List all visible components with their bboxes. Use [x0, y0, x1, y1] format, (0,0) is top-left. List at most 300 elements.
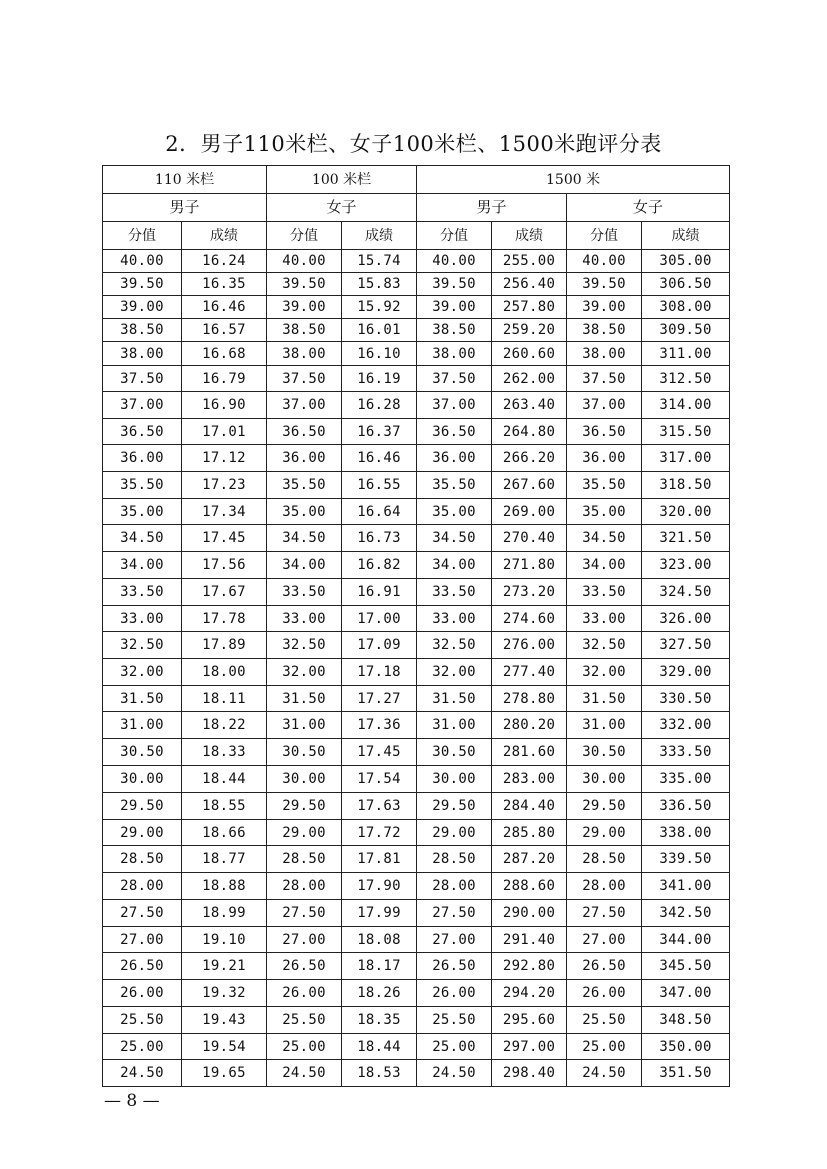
- table-row: [103, 846, 730, 873]
- result-cell: 267.60: [492, 472, 567, 499]
- table-row: [103, 1007, 730, 1034]
- result-cell: 17.63: [342, 793, 417, 820]
- page-title: 2．男子110米栏、女子100米栏、1500米跑评分表: [165, 132, 662, 156]
- score-cell: 35.00: [103, 499, 182, 525]
- result-header: 成绩: [182, 222, 267, 250]
- score-header: 分值: [567, 222, 642, 250]
- result-cell: 291.40: [492, 927, 567, 953]
- score-cell: 33.50: [567, 579, 642, 606]
- result-cell: 16.68: [182, 342, 267, 366]
- result-cell: 18.33: [182, 739, 267, 766]
- score-cell: 33.50: [103, 579, 182, 606]
- result-cell: 16.28: [342, 392, 417, 419]
- result-cell: 18.08: [342, 927, 417, 953]
- result-cell: 19.43: [182, 1007, 267, 1034]
- score-cell: 40.00: [267, 250, 342, 273]
- result-cell: 339.50: [642, 846, 730, 873]
- score-cell: 33.00: [417, 606, 492, 632]
- result-cell: 16.19: [342, 366, 417, 392]
- result-cell: 15.83: [342, 273, 417, 296]
- table-row: [103, 927, 730, 953]
- score-cell: 35.50: [103, 472, 182, 499]
- table-row: [103, 632, 730, 659]
- score-cell: 29.00: [567, 820, 642, 846]
- result-cell: 17.78: [182, 606, 267, 632]
- result-header: 成绩: [492, 222, 567, 250]
- score-cell: 25.50: [417, 1007, 492, 1034]
- score-cell: 28.00: [267, 873, 342, 900]
- score-cell: 39.50: [417, 273, 492, 296]
- result-cell: 309.50: [642, 319, 730, 342]
- score-cell: 35.00: [567, 499, 642, 525]
- table-row: [103, 552, 730, 579]
- score-cell: 34.00: [417, 552, 492, 579]
- score-cell: 27.00: [567, 927, 642, 953]
- table-row: [103, 712, 730, 739]
- result-cell: 256.40: [492, 273, 567, 296]
- table-row: [103, 1060, 730, 1087]
- score-cell: 26.50: [103, 953, 182, 980]
- gender-female-1500: 女子: [567, 194, 730, 222]
- score-cell: 35.50: [567, 472, 642, 499]
- score-cell: 40.00: [103, 250, 182, 273]
- score-cell: 24.50: [267, 1060, 342, 1087]
- result-cell: 284.40: [492, 793, 567, 820]
- result-cell: 16.90: [182, 392, 267, 419]
- result-cell: 17.99: [342, 900, 417, 927]
- score-cell: 29.50: [417, 793, 492, 820]
- score-cell: 29.00: [103, 820, 182, 846]
- table-row: [103, 342, 730, 366]
- result-cell: 329.00: [642, 659, 730, 686]
- result-cell: 17.56: [182, 552, 267, 579]
- score-cell: 36.00: [267, 445, 342, 472]
- result-cell: 269.00: [492, 499, 567, 525]
- result-cell: 257.80: [492, 296, 567, 319]
- score-cell: 25.50: [103, 1007, 182, 1034]
- result-cell: 18.35: [342, 1007, 417, 1034]
- score-cell: 36.00: [567, 445, 642, 472]
- result-cell: 305.00: [642, 250, 730, 273]
- score-cell: 39.00: [417, 296, 492, 319]
- score-cell: 26.00: [103, 980, 182, 1007]
- table-row: [103, 686, 730, 712]
- result-header: 成绩: [342, 222, 417, 250]
- result-cell: 17.18: [342, 659, 417, 686]
- result-cell: 341.00: [642, 873, 730, 900]
- score-cell: 39.50: [103, 273, 182, 296]
- score-cell: 28.00: [103, 873, 182, 900]
- score-cell: 30.50: [417, 739, 492, 766]
- table-row: [103, 793, 730, 820]
- result-cell: 274.60: [492, 606, 567, 632]
- result-cell: 16.82: [342, 552, 417, 579]
- score-cell: 37.00: [567, 392, 642, 419]
- score-cell: 25.00: [267, 1034, 342, 1060]
- result-cell: 285.80: [492, 820, 567, 846]
- table-row: [103, 766, 730, 793]
- score-cell: 40.00: [567, 250, 642, 273]
- score-cell: 38.00: [567, 342, 642, 366]
- score-cell: 36.50: [417, 419, 492, 445]
- score-cell: 31.00: [567, 712, 642, 739]
- score-cell: 38.00: [103, 342, 182, 366]
- result-cell: 323.00: [642, 552, 730, 579]
- result-cell: 348.50: [642, 1007, 730, 1034]
- result-cell: 17.23: [182, 472, 267, 499]
- score-cell: 25.50: [567, 1007, 642, 1034]
- result-cell: 287.20: [492, 846, 567, 873]
- result-cell: 19.10: [182, 927, 267, 953]
- score-cell: 38.00: [267, 342, 342, 366]
- result-cell: 318.50: [642, 472, 730, 499]
- score-cell: 40.00: [417, 250, 492, 273]
- result-cell: 263.40: [492, 392, 567, 419]
- score-cell: 37.00: [417, 392, 492, 419]
- score-cell: 30.50: [567, 739, 642, 766]
- score-cell: 36.00: [103, 445, 182, 472]
- result-cell: 17.54: [342, 766, 417, 793]
- score-cell: 34.50: [417, 525, 492, 552]
- score-cell: 32.00: [267, 659, 342, 686]
- score-cell: 35.00: [417, 499, 492, 525]
- event-100-header: 100 米栏: [267, 166, 417, 194]
- result-cell: 18.53: [342, 1060, 417, 1087]
- result-cell: 18.22: [182, 712, 267, 739]
- score-cell: 32.00: [567, 659, 642, 686]
- result-cell: 345.50: [642, 953, 730, 980]
- score-cell: 36.00: [417, 445, 492, 472]
- score-cell: 26.50: [267, 953, 342, 980]
- result-cell: 18.11: [182, 686, 267, 712]
- result-cell: 16.01: [342, 319, 417, 342]
- score-cell: 27.00: [267, 927, 342, 953]
- table-row: [103, 445, 730, 472]
- table-row: [103, 1034, 730, 1060]
- result-cell: 315.50: [642, 419, 730, 445]
- score-cell: 28.00: [417, 873, 492, 900]
- result-cell: 15.92: [342, 296, 417, 319]
- result-cell: 332.00: [642, 712, 730, 739]
- table-row: [103, 739, 730, 766]
- result-cell: 262.00: [492, 366, 567, 392]
- result-cell: 17.45: [182, 525, 267, 552]
- scoring-table: [102, 165, 730, 1087]
- score-cell: 25.00: [417, 1034, 492, 1060]
- result-cell: 333.50: [642, 739, 730, 766]
- result-cell: 342.50: [642, 900, 730, 927]
- result-cell: 347.00: [642, 980, 730, 1007]
- score-cell: 39.00: [267, 296, 342, 319]
- score-cell: 32.50: [267, 632, 342, 659]
- result-cell: 308.00: [642, 296, 730, 319]
- score-cell: 31.00: [417, 712, 492, 739]
- result-cell: 16.79: [182, 366, 267, 392]
- score-cell: 28.00: [567, 873, 642, 900]
- result-cell: 294.20: [492, 980, 567, 1007]
- result-cell: 18.99: [182, 900, 267, 927]
- result-cell: 17.36: [342, 712, 417, 739]
- result-cell: 17.89: [182, 632, 267, 659]
- result-cell: 330.50: [642, 686, 730, 712]
- result-cell: 18.55: [182, 793, 267, 820]
- score-cell: 29.50: [103, 793, 182, 820]
- score-cell: 30.00: [267, 766, 342, 793]
- result-cell: 16.91: [342, 579, 417, 606]
- event-110-header: 110 米栏: [103, 166, 267, 194]
- result-cell: 19.32: [182, 980, 267, 1007]
- result-cell: 17.72: [342, 820, 417, 846]
- score-cell: 37.50: [103, 366, 182, 392]
- score-cell: 28.50: [103, 846, 182, 873]
- result-cell: 16.73: [342, 525, 417, 552]
- score-cell: 37.50: [567, 366, 642, 392]
- result-cell: 259.20: [492, 319, 567, 342]
- result-cell: 17.01: [182, 419, 267, 445]
- result-cell: 18.77: [182, 846, 267, 873]
- score-cell: 38.50: [267, 319, 342, 342]
- score-cell: 26.00: [267, 980, 342, 1007]
- score-cell: 38.50: [103, 319, 182, 342]
- result-cell: 18.00: [182, 659, 267, 686]
- result-cell: 273.20: [492, 579, 567, 606]
- score-cell: 31.50: [267, 686, 342, 712]
- score-cell: 39.00: [103, 296, 182, 319]
- score-cell: 33.00: [567, 606, 642, 632]
- result-cell: 19.65: [182, 1060, 267, 1087]
- table-row: [103, 659, 730, 686]
- result-cell: 260.60: [492, 342, 567, 366]
- score-cell: 32.00: [103, 659, 182, 686]
- score-cell: 30.50: [267, 739, 342, 766]
- score-cell: 29.00: [267, 820, 342, 846]
- score-cell: 24.50: [417, 1060, 492, 1087]
- result-cell: 277.40: [492, 659, 567, 686]
- table-row: [103, 579, 730, 606]
- result-cell: 16.57: [182, 319, 267, 342]
- result-cell: 16.24: [182, 250, 267, 273]
- score-cell: 28.50: [267, 846, 342, 873]
- result-cell: 311.00: [642, 342, 730, 366]
- score-cell: 32.50: [417, 632, 492, 659]
- result-cell: 18.88: [182, 873, 267, 900]
- score-cell: 38.50: [417, 319, 492, 342]
- result-cell: 271.80: [492, 552, 567, 579]
- score-cell: 34.00: [103, 552, 182, 579]
- result-cell: 16.55: [342, 472, 417, 499]
- score-cell: 34.50: [567, 525, 642, 552]
- score-cell: 25.50: [267, 1007, 342, 1034]
- score-cell: 27.50: [103, 900, 182, 927]
- table-row: [103, 525, 730, 552]
- result-cell: 314.00: [642, 392, 730, 419]
- table-row: [103, 873, 730, 900]
- table-row: [103, 472, 730, 499]
- score-cell: 30.50: [103, 739, 182, 766]
- score-cell: 32.00: [417, 659, 492, 686]
- table-row: [103, 820, 730, 846]
- score-cell: 29.50: [267, 793, 342, 820]
- result-cell: 297.00: [492, 1034, 567, 1060]
- score-cell: 34.00: [267, 552, 342, 579]
- result-cell: 276.00: [492, 632, 567, 659]
- table-row: [103, 499, 730, 525]
- score-cell: 27.50: [417, 900, 492, 927]
- result-cell: 280.20: [492, 712, 567, 739]
- result-cell: 264.80: [492, 419, 567, 445]
- result-cell: 344.00: [642, 927, 730, 953]
- score-cell: 35.00: [267, 499, 342, 525]
- table-row: [103, 392, 730, 419]
- table-row: [103, 953, 730, 980]
- gender-female-100: 女子: [267, 194, 417, 222]
- result-cell: 317.00: [642, 445, 730, 472]
- score-cell: 37.50: [417, 366, 492, 392]
- score-cell: 31.50: [567, 686, 642, 712]
- score-cell: 32.50: [103, 632, 182, 659]
- table-row: [103, 980, 730, 1007]
- result-cell: 17.45: [342, 739, 417, 766]
- score-cell: 25.00: [103, 1034, 182, 1060]
- table-row: [103, 606, 730, 632]
- score-cell: 27.00: [417, 927, 492, 953]
- score-cell: 26.00: [417, 980, 492, 1007]
- score-cell: 36.50: [567, 419, 642, 445]
- score-cell: 33.00: [267, 606, 342, 632]
- result-cell: 18.44: [342, 1034, 417, 1060]
- result-cell: 281.60: [492, 739, 567, 766]
- result-cell: 17.34: [182, 499, 267, 525]
- score-cell: 38.00: [417, 342, 492, 366]
- result-header: 成绩: [642, 222, 730, 250]
- score-cell: 34.50: [267, 525, 342, 552]
- page-number: — 8 —: [104, 1091, 160, 1111]
- result-cell: 16.37: [342, 419, 417, 445]
- score-cell: 37.00: [267, 392, 342, 419]
- result-cell: 17.90: [342, 873, 417, 900]
- score-cell: 34.00: [567, 552, 642, 579]
- result-cell: 15.74: [342, 250, 417, 273]
- score-cell: 33.50: [417, 579, 492, 606]
- result-cell: 288.60: [492, 873, 567, 900]
- result-cell: 338.00: [642, 820, 730, 846]
- gender-header-row: [103, 194, 730, 222]
- score-cell: 31.50: [103, 686, 182, 712]
- score-cell: 30.00: [417, 766, 492, 793]
- result-cell: 16.10: [342, 342, 417, 366]
- score-cell: 30.00: [103, 766, 182, 793]
- score-header: 分值: [103, 222, 182, 250]
- result-cell: 19.54: [182, 1034, 267, 1060]
- result-cell: 17.09: [342, 632, 417, 659]
- result-cell: 321.50: [642, 525, 730, 552]
- result-cell: 266.20: [492, 445, 567, 472]
- score-cell: 39.50: [267, 273, 342, 296]
- result-cell: 17.27: [342, 686, 417, 712]
- result-cell: 17.67: [182, 579, 267, 606]
- table-row: [103, 273, 730, 296]
- score-cell: 38.50: [567, 319, 642, 342]
- result-cell: 283.00: [492, 766, 567, 793]
- event-header-row: [103, 166, 730, 194]
- result-cell: 18.26: [342, 980, 417, 1007]
- table-row: [103, 296, 730, 319]
- score-cell: 27.00: [103, 927, 182, 953]
- score-cell: 30.00: [567, 766, 642, 793]
- result-cell: 19.21: [182, 953, 267, 980]
- table-row: [103, 366, 730, 392]
- score-cell: 27.50: [267, 900, 342, 927]
- result-cell: 17.00: [342, 606, 417, 632]
- score-cell: 37.00: [103, 392, 182, 419]
- result-cell: 16.46: [182, 296, 267, 319]
- result-cell: 306.50: [642, 273, 730, 296]
- score-cell: 28.50: [567, 846, 642, 873]
- result-cell: 324.50: [642, 579, 730, 606]
- score-cell: 26.50: [417, 953, 492, 980]
- result-cell: 18.17: [342, 953, 417, 980]
- score-cell: 37.50: [267, 366, 342, 392]
- score-cell: 32.50: [567, 632, 642, 659]
- score-header: 分值: [417, 222, 492, 250]
- result-cell: 16.46: [342, 445, 417, 472]
- score-cell: 35.50: [267, 472, 342, 499]
- result-cell: 335.00: [642, 766, 730, 793]
- score-cell: 35.50: [417, 472, 492, 499]
- score-cell: 36.50: [267, 419, 342, 445]
- result-cell: 290.00: [492, 900, 567, 927]
- gender-male-110: 男子: [103, 194, 267, 222]
- score-cell: 33.00: [103, 606, 182, 632]
- score-cell: 24.50: [567, 1060, 642, 1087]
- score-cell: 36.50: [103, 419, 182, 445]
- result-cell: 298.40: [492, 1060, 567, 1087]
- result-cell: 255.00: [492, 250, 567, 273]
- score-cell: 31.00: [267, 712, 342, 739]
- result-cell: 16.35: [182, 273, 267, 296]
- result-cell: 312.50: [642, 366, 730, 392]
- score-cell: 33.50: [267, 579, 342, 606]
- result-cell: 295.60: [492, 1007, 567, 1034]
- result-cell: 320.00: [642, 499, 730, 525]
- result-cell: 336.50: [642, 793, 730, 820]
- result-cell: 17.81: [342, 846, 417, 873]
- gender-male-1500: 男子: [417, 194, 567, 222]
- result-cell: 270.40: [492, 525, 567, 552]
- table-row: [103, 419, 730, 445]
- score-cell: 31.50: [417, 686, 492, 712]
- result-cell: 18.44: [182, 766, 267, 793]
- score-cell: 31.00: [103, 712, 182, 739]
- event-1500-header: 1500 米: [417, 166, 730, 194]
- score-cell: 28.50: [417, 846, 492, 873]
- result-cell: 278.80: [492, 686, 567, 712]
- score-cell: 24.50: [103, 1060, 182, 1087]
- score-cell: 26.00: [567, 980, 642, 1007]
- column-header-row: [103, 222, 730, 250]
- result-cell: 326.00: [642, 606, 730, 632]
- score-cell: 34.50: [103, 525, 182, 552]
- score-header: 分值: [267, 222, 342, 250]
- score-cell: 27.50: [567, 900, 642, 927]
- table-row: [103, 319, 730, 342]
- result-cell: 327.50: [642, 632, 730, 659]
- score-cell: 25.00: [567, 1034, 642, 1060]
- result-cell: 16.64: [342, 499, 417, 525]
- result-cell: 292.80: [492, 953, 567, 980]
- score-cell: 29.50: [567, 793, 642, 820]
- result-cell: 350.00: [642, 1034, 730, 1060]
